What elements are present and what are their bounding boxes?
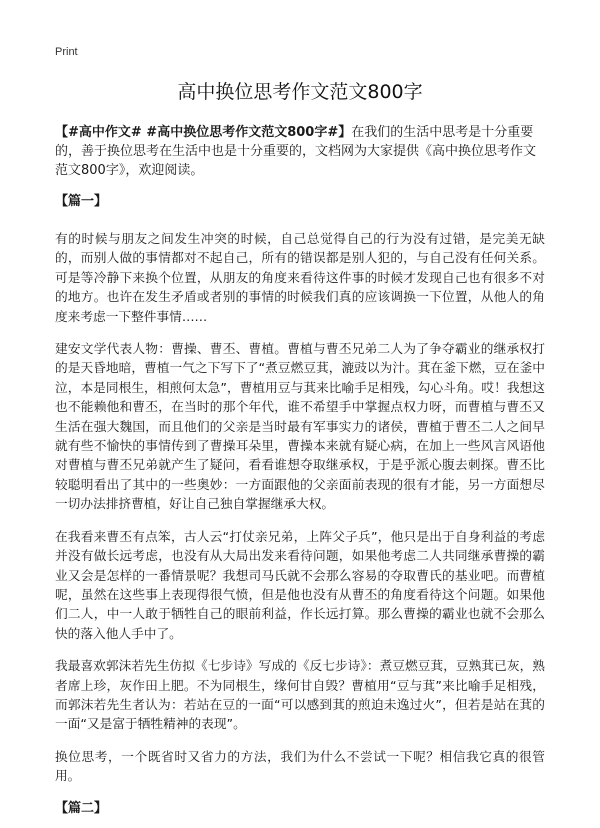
body-paragraph: 在我看来曹丕有点笨，古人云“打仗亲兄弟，上阵父子兵”，他只是出于自身利益的考虑并没有做长远考虑，也没有从大局出发来看待问题，如果他考虑二人共同继承曹操的霸业又会是怎样的一番情景呢？我想司马氏就不会那么容易的夺取曹氏的基业吧。而曹植呢，虽然在这些事上表现得很气愤，但是他也没有从曹丕的角度看待这个问题。如果他们二人，中一人敢于牺牲自己的眼前利益，作长远打算。那么曹操的霸业也就不会那么快的落入他人手中了。 bbox=[55, 528, 545, 641]
section-heading-1: 【篇一】 bbox=[55, 194, 108, 209]
body-paragraph: 建安文学代表人物：曹操、曹丕、曹植。曹植与曹丕兄弟二人为了争夺霸业的继承权打的是天昏地暗，曹植一气之下写下了“煮豆燃豆萁，漉豉以为汁。萁在釜下燃，豆在釜中泣，本是同根生，相煎何太急”，曹植用豆与萁来比喻手足相残，勾心斗角。哎！我想这也不能赖他和曹丕，在当时的那个年代，谁不希望手中掌握点权力呀，而曹植与曹丕又生活在强大魏国，而且他们的父亲是当时最有军事实力的诸侯，曹植于曹丕二人之间早就有些不愉快的事情传到了曹操耳朵里，曹操本来就有疑心病，在加上一些风言风语他对曹植与曹丕兄弟就产生了疑问，看看谁想夺取继承权，于是乎派心腹去刺探。曹丕比较聪明看出了其中的一些奥妙：一方面跟他的父亲面前表现的很有才能，另一方面想尽一切办法排挤曹植，好让自己独自掌握继承大权。 bbox=[55, 341, 545, 512]
body-paragraph: 我最喜欢郭沫若先生仿拟《七步诗》写成的《反七步诗》：煮豆燃豆萁，豆熟萁已灰，熟者席上珍，灰作田上肥。不为同根生，缘何甘自毁？曹植用“豆与萁”来比喻手足相残，而郭沫若先生者认为：若站在豆的一面“可以感到萁的煎迫未逸过火”，但若是站在萁的一面“又是富于牺牲精神的表现”。 bbox=[55, 658, 545, 732]
print-label[interactable]: Print bbox=[55, 46, 78, 58]
section-heading-2: 【篇二】 bbox=[55, 800, 108, 816]
intro-paragraph bbox=[55, 123, 545, 180]
body-paragraph: 换位思考，一个既省时又省力的方法，我们为什么不尝试一下呢？相信我它真的很管用。 bbox=[55, 748, 545, 784]
intro-text: 在我们的生活中思考是十分重要的，善于换位思考在生活中也是十分重要的，文档网为大家提供《高中换位思考作文范文800字》，欢迎阅读。 bbox=[55, 125, 537, 178]
page-title: 高中换位思考作文范文800字 bbox=[177, 81, 423, 103]
intro-tag: 【#高中作文# #高中换位思考作文范文800字#】 bbox=[55, 125, 352, 140]
body-paragraph: 有的时候与朋友之间发生冲突的时候，自己总觉得自己的行为没有过错，是完美无缺的，而别人做的事情都对不起自己，所有的错误都是别人犯的，与自己没有任何关系。可是等冷静下来换个位置，从朋友的角度来看待这件事的时候才发现自己也有很多不对的地方。也许在发生矛盾或者别的事情的时候我们真的应该调换一下位置，从他人的角度来考虑一下整件事情…… bbox=[55, 231, 545, 324]
